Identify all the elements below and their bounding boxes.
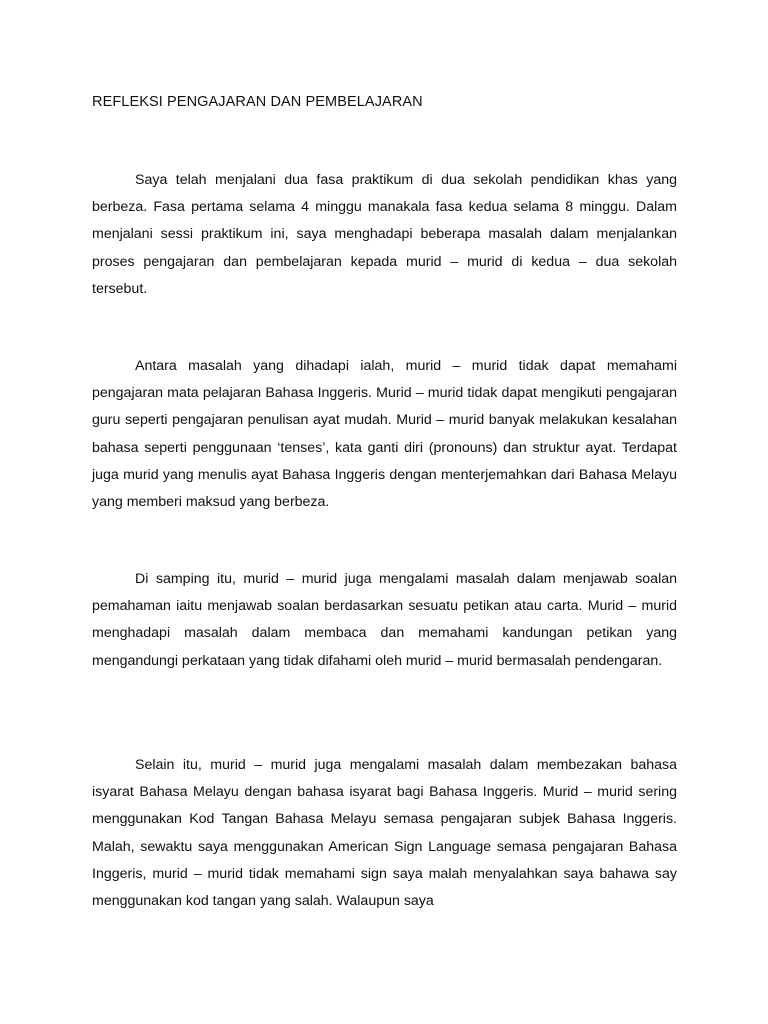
paragraph-3: Di samping itu, murid – murid juga mengalami masalah dalam menjawab soalan pemahaman iaitu menjawab soalan berdasarkan sesuatu petikan atau carta. Murid – murid menghadapi masalah dalam membaca dan memahami kandungan petikan yang mengandungi perkataan yang tidak difahami oleh murid – murid bermasalah pendengaran. [92, 571, 677, 669]
paragraph-1: Saya telah menjalani dua fasa praktikum di dua sekolah pendidikan khas yang berbeza. Fasa pertama selama 4 minggu manakala fasa kedua selama 8 minggu. Dalam menjalani sessi praktikum ini, saya menghadapi beberapa masalah dalam menjalankan proses pengajaran dan pembelajaran kepada murid – murid di kedua – dua sekolah tersebut. [92, 172, 677, 297]
paragraph-4: Selain itu, murid – murid juga mengalami masalah dalam membezakan bahasa isyarat Bahasa Melayu dengan bahasa isyarat bagi Bahasa Inggeris. Murid – murid sering menggunakan Kod Tangan Bahasa Melayu semasa pengajaran subjek Bahasa Inggeris. Malah, sewaktu saya menggunakan American Sign Language semasa pengajaran Bahasa Inggeris, murid – murid tidak memahami sign saya malah menyalahkan saya bahawa say menggunakan kod tangan yang salah. Walaupun saya [92, 757, 677, 910]
paragraph-2: Antara masalah yang dihadapi ialah, murid – murid tidak dapat memahami pengajaran mata pelajaran Bahasa Inggeris. Murid – murid tidak dapat mengikuti pengajaran guru seperti pengajaran penulisan ayat mudah. Murid – murid banyak melakukan kesalahan bahasa seperti penggunaan ‘tenses’, kata ganti diri (pronouns) dan struktur ayat. Terdapat juga murid yang menulis ayat Bahasa Inggeris dengan menterjemahkan dari Bahasa Melayu yang memberi maksud yang berbeza. [92, 358, 677, 511]
document-title: REFLEKSI PENGAJARAN DAN PEMBELAJARAN [92, 94, 423, 110]
